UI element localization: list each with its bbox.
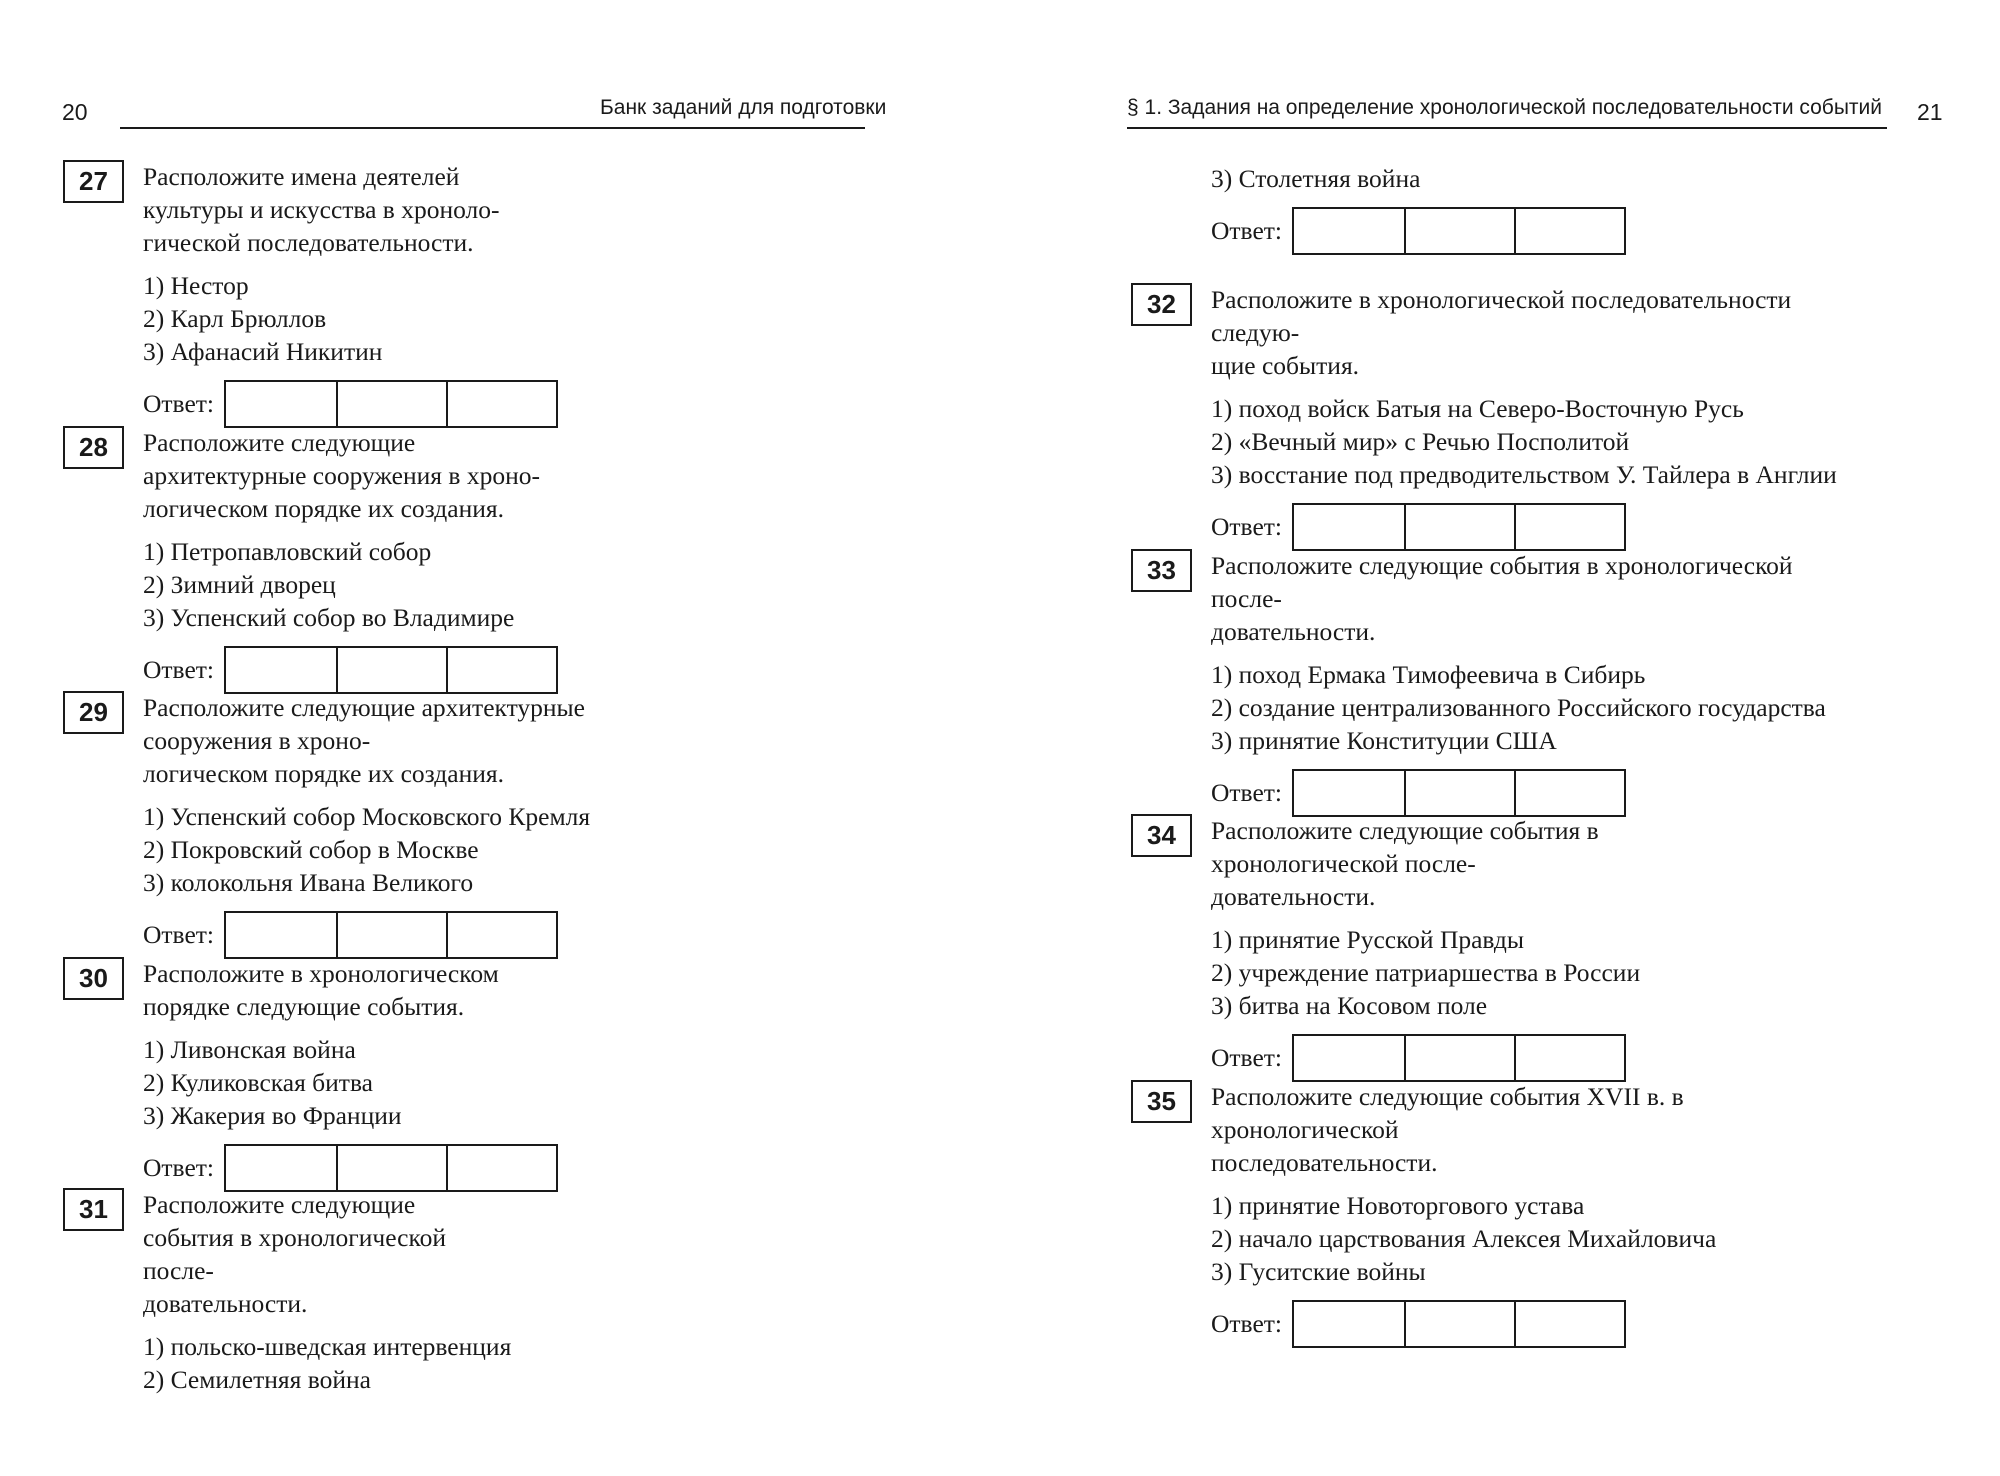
answer-label: Ответ: bbox=[1211, 512, 1282, 541]
answer-grid bbox=[224, 380, 558, 428]
answer-row bbox=[1211, 1300, 1716, 1348]
answer-grid bbox=[1292, 207, 1626, 255]
answer-row bbox=[143, 380, 558, 428]
answer-cell-2[interactable] bbox=[336, 1146, 446, 1190]
task-prompt: Расположите следующие события в хронологической после- довательности. bbox=[1211, 816, 1599, 911]
answer-grid bbox=[224, 1144, 558, 1192]
option-3: 3) Гуситские войны bbox=[1211, 1257, 1426, 1286]
option-list bbox=[143, 535, 558, 634]
task-prompt: Расположите в хронологической последовательности следую- щие события. bbox=[1211, 285, 1792, 380]
answer-cell-3[interactable] bbox=[1514, 505, 1624, 549]
answer-cell-1[interactable] bbox=[1294, 505, 1404, 549]
option-3: 3) Успенский собор во Владимире bbox=[143, 603, 515, 632]
answer-cell-1[interactable] bbox=[226, 648, 336, 692]
option-list bbox=[1211, 1189, 1716, 1288]
task-prompt: Расположите следующие архитектурные сооружения в хроно- логическом порядке их создания. bbox=[143, 693, 585, 788]
task-prompt: Расположите следующие события XVII в. в хронологической последовательности. bbox=[1211, 1082, 1684, 1177]
option-list bbox=[1211, 658, 1826, 757]
option-list bbox=[1211, 923, 1640, 1022]
answer-label: Ответ: bbox=[1211, 778, 1282, 807]
answer-cell-2[interactable] bbox=[1404, 209, 1514, 253]
option-2: 2) создание централизованного Российского государства bbox=[1211, 693, 1826, 722]
option-2: 2) учреждение патриаршества в России bbox=[1211, 958, 1641, 987]
option-3: 3) битва на Косовом поле bbox=[1211, 991, 1488, 1020]
option-2: 2) Зимний дворец bbox=[143, 570, 336, 599]
option-2: 2) Покровский собор в Москве bbox=[143, 835, 479, 864]
answer-cell-1[interactable] bbox=[226, 382, 336, 426]
answer-label: Ответ: bbox=[143, 655, 214, 684]
option-list bbox=[1211, 392, 1837, 491]
option-3: 3) Жакерия во Франции bbox=[143, 1101, 402, 1130]
left-page-number: 20 bbox=[62, 99, 88, 125]
right-page-number: 21 bbox=[1917, 99, 1943, 125]
answer-cell-2[interactable] bbox=[336, 382, 446, 426]
answer-cell-2[interactable] bbox=[1404, 1036, 1514, 1080]
answer-label: Ответ: bbox=[1211, 1309, 1282, 1338]
answer-grid bbox=[1292, 1034, 1626, 1082]
answer-cell-3[interactable] bbox=[446, 648, 556, 692]
answer-cell-3[interactable] bbox=[446, 913, 556, 957]
left-header-rule bbox=[120, 127, 865, 129]
task-number-box: 28 bbox=[63, 426, 124, 469]
answer-row bbox=[143, 1144, 558, 1192]
answer-cell-2[interactable] bbox=[1404, 1302, 1514, 1346]
answer-row bbox=[143, 646, 558, 694]
answer-cell-3[interactable] bbox=[1514, 771, 1624, 815]
option-1: 1) поход войск Батыя на Северо-Восточную Русь bbox=[1211, 394, 1744, 423]
option-3: 3) Афанасий Никитин bbox=[143, 337, 383, 366]
answer-label: Ответ: bbox=[1211, 216, 1282, 245]
option-list bbox=[143, 1033, 558, 1132]
option-3: 3) восстание под предводительством У. Тайлера в Англии bbox=[1211, 460, 1837, 489]
option-1: 1) принятие Новоторгового устава bbox=[1211, 1191, 1585, 1220]
answer-label: Ответ: bbox=[143, 1153, 214, 1182]
right-header-rule bbox=[1127, 127, 1887, 129]
answer-cell-1[interactable] bbox=[226, 1146, 336, 1190]
answer-cell-1[interactable] bbox=[1294, 1036, 1404, 1080]
option-1: 1) Петропавловский собор bbox=[143, 537, 432, 566]
option-list bbox=[143, 1330, 511, 1396]
answer-grid bbox=[1292, 503, 1626, 551]
answer-label: Ответ: bbox=[143, 920, 214, 949]
option-2: 2) Куликовская битва bbox=[143, 1068, 373, 1097]
task-number-box: 34 bbox=[1131, 814, 1192, 857]
answer-cell-1[interactable] bbox=[1294, 209, 1404, 253]
option-2: 2) Карл Брюллов bbox=[143, 304, 327, 333]
answer-label: Ответ: bbox=[1211, 1043, 1282, 1072]
task-prompt: Расположите имена деятелей культуры и искусства в хроноло- гической последовательности. bbox=[143, 162, 500, 257]
option-2: 2) начало царствования Алексея Михайловича bbox=[1211, 1224, 1717, 1253]
option-1: 1) Успенский собор Московского Кремля bbox=[143, 802, 591, 831]
task-prompt: Расположите следующие события в хронологической после- довательности. bbox=[143, 1190, 446, 1318]
task-number-box: 29 bbox=[63, 691, 124, 734]
option-2: 2) Семилетняя война bbox=[143, 1365, 371, 1394]
answer-cell-3[interactable] bbox=[446, 382, 556, 426]
right-running-head: § 1. Задания на определение хронологической последовательности событий bbox=[1127, 96, 1883, 119]
task-prompt: Расположите следующие архитектурные сооружения в хроно- логическом порядке их создания. bbox=[143, 428, 540, 523]
option-list bbox=[143, 800, 590, 899]
task-prompt: Расположите следующие события в хронологической после- довательности. bbox=[1211, 551, 1793, 646]
option-3: 3) Столетняя война bbox=[1211, 164, 1421, 193]
answer-cell-3[interactable] bbox=[1514, 209, 1624, 253]
answer-cell-2[interactable] bbox=[1404, 771, 1514, 815]
task-number-box: 33 bbox=[1131, 549, 1192, 592]
answer-label: Ответ: bbox=[143, 389, 214, 418]
option-2: 2) «Вечный мир» с Речью Посполитой bbox=[1211, 427, 1630, 456]
answer-cell-1[interactable] bbox=[1294, 771, 1404, 815]
answer-row bbox=[1211, 207, 1626, 255]
answer-cell-3[interactable] bbox=[446, 1146, 556, 1190]
answer-cell-3[interactable] bbox=[1514, 1302, 1624, 1346]
answer-grid bbox=[224, 646, 558, 694]
task-number-box: 31 bbox=[63, 1188, 124, 1231]
task-number-box: 35 bbox=[1131, 1080, 1192, 1123]
answer-row bbox=[1211, 769, 1826, 817]
task-number-box: 30 bbox=[63, 957, 124, 1000]
answer-cell-2[interactable] bbox=[336, 913, 446, 957]
answer-grid bbox=[1292, 1300, 1626, 1348]
option-3: 3) принятие Конституции США bbox=[1211, 726, 1557, 755]
option-1: 1) Ливонская война bbox=[143, 1035, 356, 1064]
answer-row bbox=[143, 911, 590, 959]
answer-row bbox=[1211, 503, 1837, 551]
option-1: 1) принятие Русской Правды bbox=[1211, 925, 1524, 954]
option-1: 1) польско-шведская интервенция bbox=[143, 1332, 512, 1361]
option-1: 1) поход Ермака Тимофеевича в Сибирь bbox=[1211, 660, 1646, 689]
answer-cell-2[interactable] bbox=[336, 648, 446, 692]
answer-grid bbox=[224, 911, 558, 959]
task-number-box: 32 bbox=[1131, 283, 1192, 326]
answer-cell-3[interactable] bbox=[1514, 1036, 1624, 1080]
answer-grid bbox=[1292, 769, 1626, 817]
answer-cell-1[interactable] bbox=[226, 913, 336, 957]
left-running-head: Банк заданий для подготовки bbox=[600, 96, 887, 119]
task-prompt: Расположите в хронологическом порядке следующие события. bbox=[143, 959, 499, 1021]
task-number-box: 27 bbox=[63, 160, 124, 203]
option-1: 1) Нестор bbox=[143, 271, 249, 300]
option-list bbox=[143, 269, 558, 368]
answer-cell-2[interactable] bbox=[1404, 505, 1514, 549]
option-3: 3) колокольня Ивана Великого bbox=[143, 868, 474, 897]
answer-row bbox=[1211, 1034, 1640, 1082]
answer-cell-1[interactable] bbox=[1294, 1302, 1404, 1346]
